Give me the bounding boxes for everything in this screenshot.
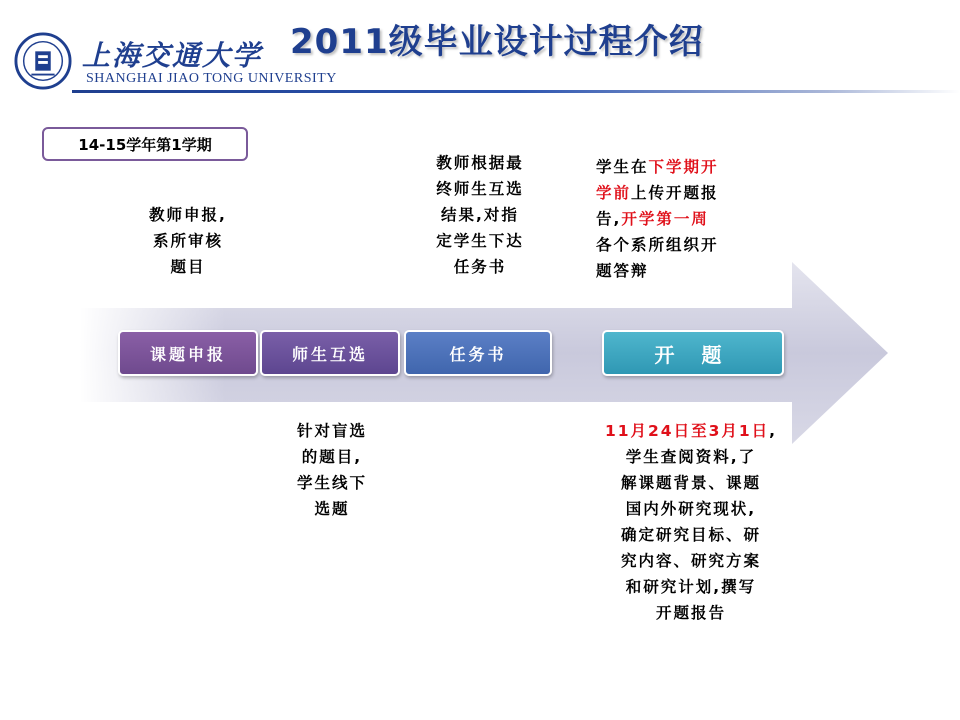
note-line: 终师生互选 bbox=[436, 180, 524, 198]
note-line bbox=[596, 154, 782, 180]
note-topic-declaration bbox=[118, 202, 258, 280]
note-line bbox=[596, 206, 782, 232]
note-line: 的题目, bbox=[301, 448, 363, 466]
semester-badge: 14-15学年第1学期 bbox=[42, 127, 248, 161]
note-student-selection bbox=[262, 418, 402, 522]
note-line: 题目 bbox=[170, 258, 206, 276]
note-text: 告, bbox=[596, 210, 622, 228]
note-line: 定学生下达 bbox=[436, 232, 524, 250]
note-line: 国内外研究现状, bbox=[625, 500, 757, 518]
note-proposal-upload bbox=[596, 154, 782, 284]
note-text: 各个系所组织开 bbox=[596, 236, 719, 254]
note-line: 选题 bbox=[314, 500, 350, 518]
stage-mutual-selection: 师生互选 bbox=[260, 330, 400, 376]
note-line: 教师根据最 bbox=[436, 154, 524, 172]
note-text: 题答辩 bbox=[596, 262, 649, 280]
note-line: 结果,对指 bbox=[441, 206, 519, 224]
note-task-book bbox=[410, 150, 550, 280]
stage-task-book: 任务书 bbox=[404, 330, 552, 376]
note-line: 系所审核 bbox=[152, 232, 223, 250]
page-title: 2011级毕业设计过程介绍 bbox=[290, 22, 704, 62]
school-name-en: SHANGHAI JIAO TONG UNIVERSITY bbox=[86, 71, 337, 86]
school-name-cn: 上海交通大学 bbox=[82, 39, 263, 72]
note-line: 学生线下 bbox=[296, 474, 367, 492]
stage-proposal: 开 题 bbox=[602, 330, 784, 376]
note-line: 解课题背景、课题 bbox=[620, 474, 761, 492]
note-line: 开题报告 bbox=[655, 604, 726, 622]
note-line bbox=[596, 258, 782, 284]
note-highlight: 开学第一周 bbox=[621, 210, 709, 228]
note-line: 任务书 bbox=[453, 258, 507, 276]
note-line bbox=[578, 418, 804, 444]
note-line: 确定研究目标、研 bbox=[620, 526, 761, 544]
note-date-range: 11月24日至3月1日 bbox=[604, 422, 770, 440]
note-highlight: 下学期开 bbox=[648, 158, 719, 176]
note-line: 学生查阅资料,了 bbox=[625, 448, 757, 466]
note-text: , bbox=[769, 422, 778, 440]
note-line: 究内容、研究方案 bbox=[620, 552, 761, 570]
note-line: 和研究计划,撰写 bbox=[625, 578, 757, 596]
note-proposal-research bbox=[578, 418, 804, 626]
note-text: 上传开题报 bbox=[631, 184, 719, 202]
note-text: 学生在 bbox=[596, 158, 649, 176]
note-line bbox=[596, 180, 782, 206]
note-highlight: 学前 bbox=[596, 184, 632, 202]
note-line: 教师申报, bbox=[149, 206, 227, 224]
note-line bbox=[596, 232, 782, 258]
note-line: 针对盲选 bbox=[296, 422, 367, 440]
stage-topic-declaration: 课题申报 bbox=[118, 330, 258, 376]
